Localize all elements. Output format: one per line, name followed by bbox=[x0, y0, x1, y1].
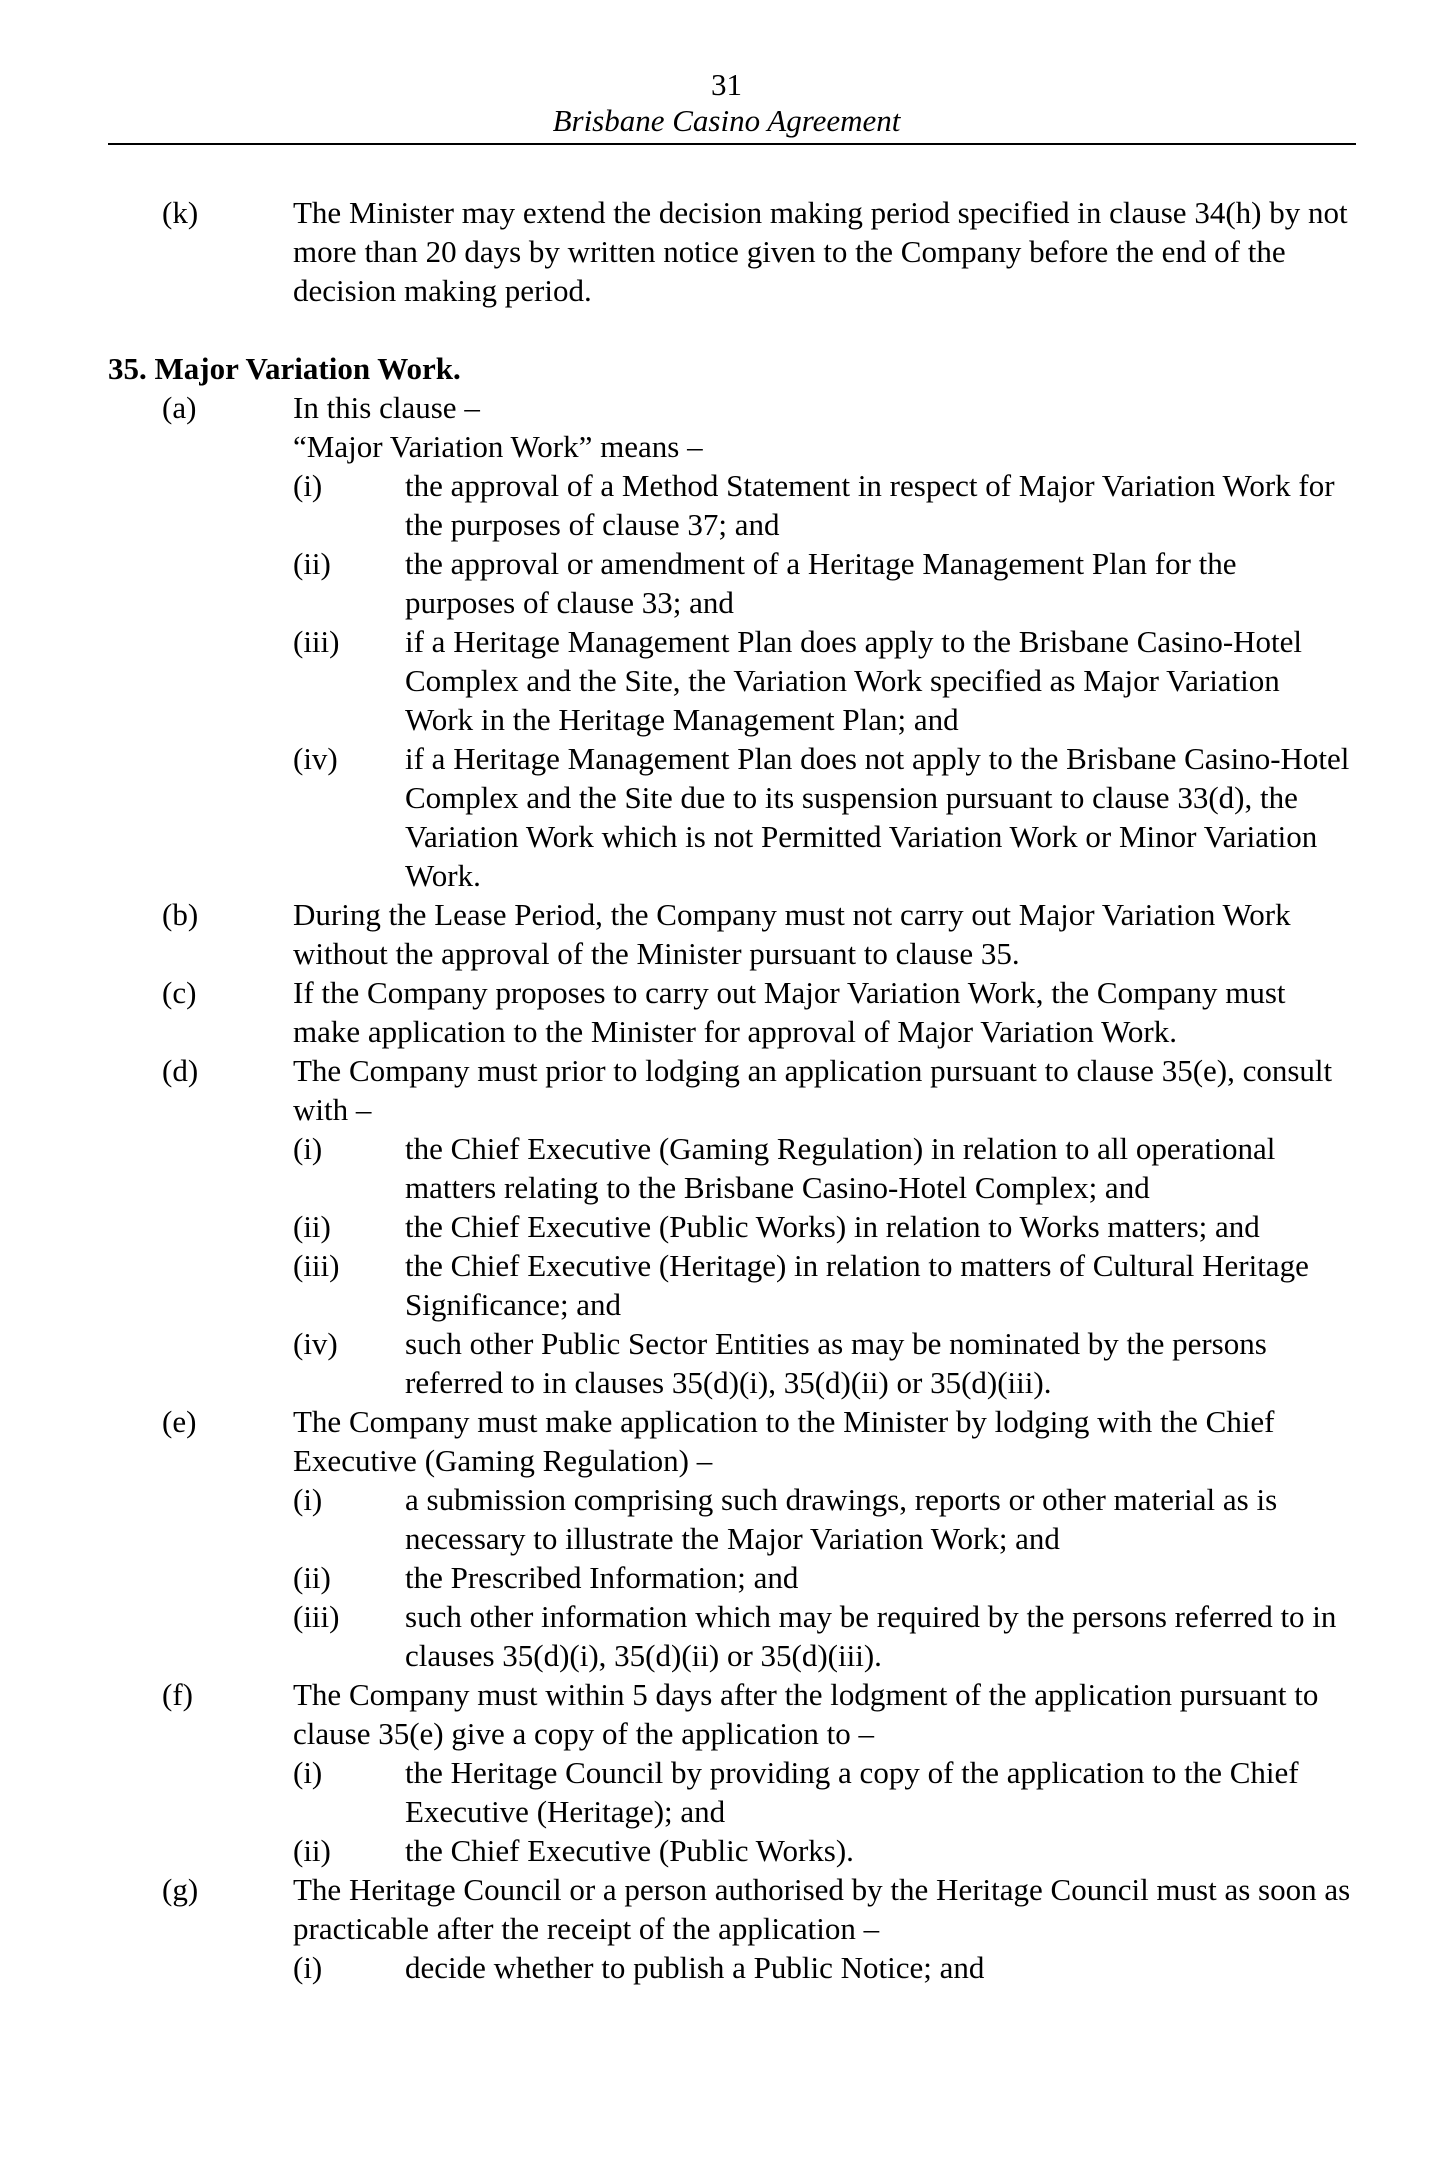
clause-g bbox=[0, 1870, 1453, 1948]
subclause-item bbox=[0, 1246, 1453, 1324]
clause-label: (a) bbox=[162, 390, 197, 425]
page-number: 31 bbox=[711, 67, 742, 102]
subclause-item bbox=[0, 1207, 1453, 1246]
clause-k bbox=[0, 193, 1453, 310]
clause-c bbox=[0, 973, 1453, 1051]
subclause-label: (ii) bbox=[293, 546, 331, 581]
clause-label: (c) bbox=[162, 975, 197, 1010]
subclause-text: if a Heritage Management Plan does not apply to the Brisbane Casino-Hotel Complex and the Site due to its suspension pursuant to clause 33(d), the Variation Work which is not Permitted Variation Work or Minor Variation Work. bbox=[405, 741, 1350, 893]
subclause-label: (i) bbox=[293, 1755, 323, 1790]
definition-term: “Major Variation Work” means – bbox=[293, 429, 703, 464]
clause-text: The Minister may extend the decision making period specified in clause 34(h) by not more than 20 days by written notice given to the Company before the end of the decision making period. bbox=[293, 195, 1348, 308]
subclause-text: the approval of a Method Statement in respect of Major Variation Work for the purposes of clause 37; and bbox=[405, 468, 1335, 542]
clause-text: The Company must make application to the Minister by lodging with the Chief Executive (Gaming Regulation) – bbox=[293, 1404, 1275, 1478]
subclause-text: the Chief Executive (Heritage) in relation to matters of Cultural Heritage Significance; and bbox=[405, 1248, 1309, 1322]
subclause-item bbox=[0, 1129, 1453, 1207]
subclause-item bbox=[0, 1753, 1453, 1831]
subclause-label: (ii) bbox=[293, 1833, 331, 1868]
clause-text: The Company must prior to lodging an application pursuant to clause 35(e), consult with – bbox=[293, 1053, 1333, 1127]
subclause-text: such other information which may be required by the persons referred to in clauses 35(d)(i), 35(d)(ii) or 35(d)(iii). bbox=[405, 1599, 1337, 1673]
subclause-item bbox=[0, 544, 1453, 622]
subclause-item bbox=[0, 739, 1453, 895]
subclause-label: (iv) bbox=[293, 741, 338, 776]
clause-e bbox=[0, 1402, 1453, 1480]
subclause-label: (iii) bbox=[293, 1599, 340, 1634]
clause-label: (g) bbox=[162, 1872, 199, 1907]
clause-text: During the Lease Period, the Company must not carry out Major Variation Work without the approval of the Minister pursuant to clause 35. bbox=[293, 897, 1291, 971]
subclause-item bbox=[0, 1558, 1453, 1597]
clause-text: The Company must within 5 days after the lodgment of the application pursuant to clause 35(e) give a copy of the application to – bbox=[293, 1677, 1319, 1751]
subclause-label: (ii) bbox=[293, 1209, 331, 1244]
clause-b bbox=[0, 895, 1453, 973]
subclause-item bbox=[0, 466, 1453, 544]
header-rule bbox=[108, 143, 1356, 145]
clause-f bbox=[0, 1675, 1453, 1753]
subclause-text: such other Public Sector Entities as may be nominated by the persons referred to in clauses 35(d)(i), 35(d)(ii) or 35(d)(iii). bbox=[405, 1326, 1267, 1400]
subclause-label: (i) bbox=[293, 1131, 323, 1166]
clause-label: (d) bbox=[162, 1053, 199, 1088]
subclause-label: (ii) bbox=[293, 1560, 331, 1595]
document-body bbox=[0, 193, 1453, 1987]
subclause-text: decide whether to publish a Public Notice; and bbox=[405, 1950, 985, 1985]
subclause-item bbox=[0, 1480, 1453, 1558]
subclause-text: the Chief Executive (Gaming Regulation) in relation to all operational matters relating to the Brisbane Casino-Hotel Complex; and bbox=[405, 1131, 1276, 1205]
clause-a bbox=[0, 388, 1453, 427]
subclause-text: the Heritage Council by providing a copy of the application to the Chief Executive (Heritage); and bbox=[405, 1755, 1299, 1829]
subclause-item bbox=[0, 1597, 1453, 1675]
subclause-item bbox=[0, 1831, 1453, 1870]
clause-d bbox=[0, 1051, 1453, 1129]
subclause-item bbox=[0, 622, 1453, 739]
subclause-label: (i) bbox=[293, 468, 323, 503]
subclause-text: the Chief Executive (Public Works) in relation to Works matters; and bbox=[405, 1209, 1260, 1244]
subclause-item bbox=[0, 1948, 1453, 1987]
clause-label: (b) bbox=[162, 897, 199, 932]
subclause-text: the Prescribed Information; and bbox=[405, 1560, 799, 1595]
subclause-label: (iii) bbox=[293, 624, 340, 659]
running-title: Brisbane Casino Agreement bbox=[552, 103, 901, 138]
clause-label: (e) bbox=[162, 1404, 197, 1439]
subclause-text: a submission comprising such drawings, reports or other material as is necessary to illustrate the Major Variation Work; and bbox=[405, 1482, 1278, 1556]
subclause-label: (iv) bbox=[293, 1326, 338, 1361]
subclause-text: the Chief Executive (Public Works). bbox=[405, 1833, 854, 1868]
clause-text: In this clause – bbox=[293, 390, 480, 425]
subclause-label: (i) bbox=[293, 1482, 323, 1517]
subclause-item bbox=[0, 1324, 1453, 1402]
section-heading: 35. Major Variation Work. bbox=[108, 351, 461, 386]
subclause-text: the approval or amendment of a Heritage Management Plan for the purposes of clause 33; and bbox=[405, 546, 1237, 620]
subclause-label: (i) bbox=[293, 1950, 323, 1985]
clause-label: (f) bbox=[162, 1677, 193, 1712]
subclause-label: (iii) bbox=[293, 1248, 340, 1283]
clause-text: The Heritage Council or a person authorised by the Heritage Council must as soon as practicable after the receipt of the application – bbox=[293, 1872, 1351, 1946]
subclause-text: if a Heritage Management Plan does apply to the Brisbane Casino-Hotel Complex and the Site, the Variation Work specified as Major Variation Work in the Heritage Management Plan; and bbox=[405, 624, 1303, 737]
clause-label: (k) bbox=[162, 195, 199, 230]
clause-text: If the Company proposes to carry out Major Variation Work, the Company must make application to the Minister for approval of Major Variation Work. bbox=[293, 975, 1286, 1049]
